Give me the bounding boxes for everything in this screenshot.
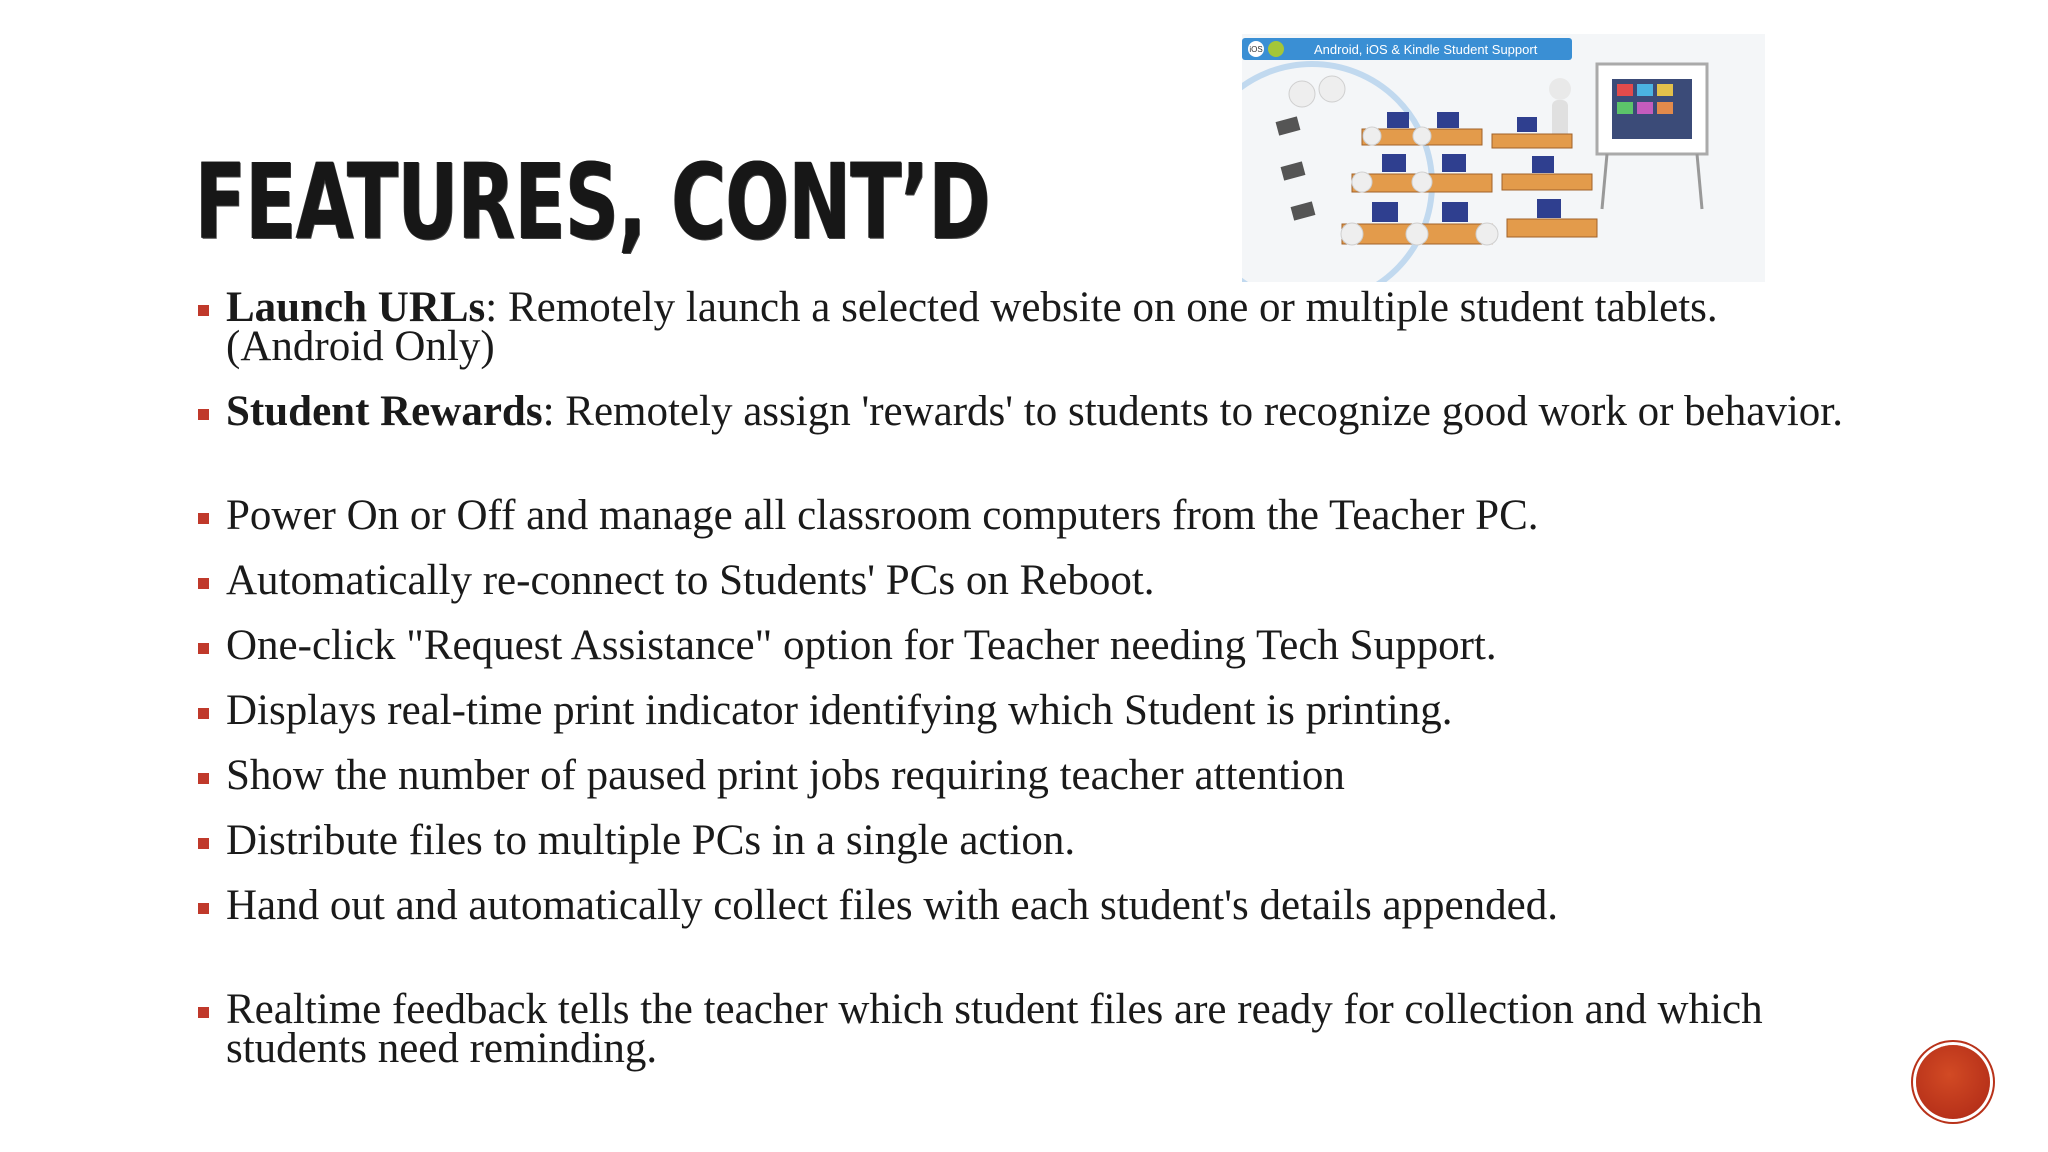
bullet-text: Displays real-time print indicator identifying which Student is printing.	[226, 687, 1453, 734]
bullet-text: : Remotely launch a selected website on one or multiple student tablets. (Android Only)	[226, 284, 1718, 370]
list-item	[198, 492, 1858, 539]
list-item	[198, 388, 1858, 470]
bullet-text: Show the number of paused print jobs requiring teacher attention	[226, 752, 1345, 799]
bullet-text: Realtime feedback tells the teacher which student files are ready for collection and which students need reminding.	[226, 986, 1763, 1072]
bullet-lead: Launch URLs	[226, 284, 486, 331]
classroom-image	[1242, 34, 1765, 282]
bullet-marker	[198, 513, 209, 524]
bullet-marker	[198, 1007, 209, 1018]
feature-list	[198, 284, 1858, 1072]
list-item	[198, 557, 1858, 604]
list-item	[198, 622, 1858, 669]
circle-nav-icon[interactable]	[1916, 1045, 1990, 1119]
bullet-marker	[198, 773, 209, 784]
list-item	[198, 284, 1858, 370]
bullet-text: Power On or Off and manage all classroom computers from the Teacher PC.	[226, 492, 1539, 539]
bullet-marker	[198, 903, 209, 914]
bullet-lead: Student Rewards	[226, 388, 543, 435]
bullet-marker	[198, 305, 209, 316]
bullet-marker	[198, 578, 209, 589]
bullet-marker	[198, 643, 209, 654]
bullet-text: Distribute files to multiple PCs in a single action.	[226, 817, 1076, 864]
bullet-marker	[198, 838, 209, 849]
slide-title: FEATURES, CONT’D	[195, 141, 991, 263]
list-item	[198, 687, 1858, 734]
list-item	[198, 752, 1858, 799]
bullet-marker	[198, 409, 209, 420]
image-banner-text: Android, iOS & Kindle Student Support	[1314, 42, 1538, 57]
bullet-text: : Remotely assign 'rewards' to students to recognize good work or behavior.	[542, 388, 1843, 435]
bullet-text: One-click "Request Assistance" option for Teacher needing Tech Support.	[226, 622, 1497, 669]
ios-label: iOS	[1249, 45, 1263, 54]
list-item	[198, 817, 1858, 864]
bullet-text: Hand out and automatically collect files with each student's details appended.	[226, 882, 1558, 929]
bullet-text: Automatically re-connect to Students' PCs on Reboot.	[226, 557, 1155, 604]
list-item	[198, 882, 1858, 964]
list-item	[198, 986, 1858, 1072]
bullet-marker	[198, 708, 209, 719]
